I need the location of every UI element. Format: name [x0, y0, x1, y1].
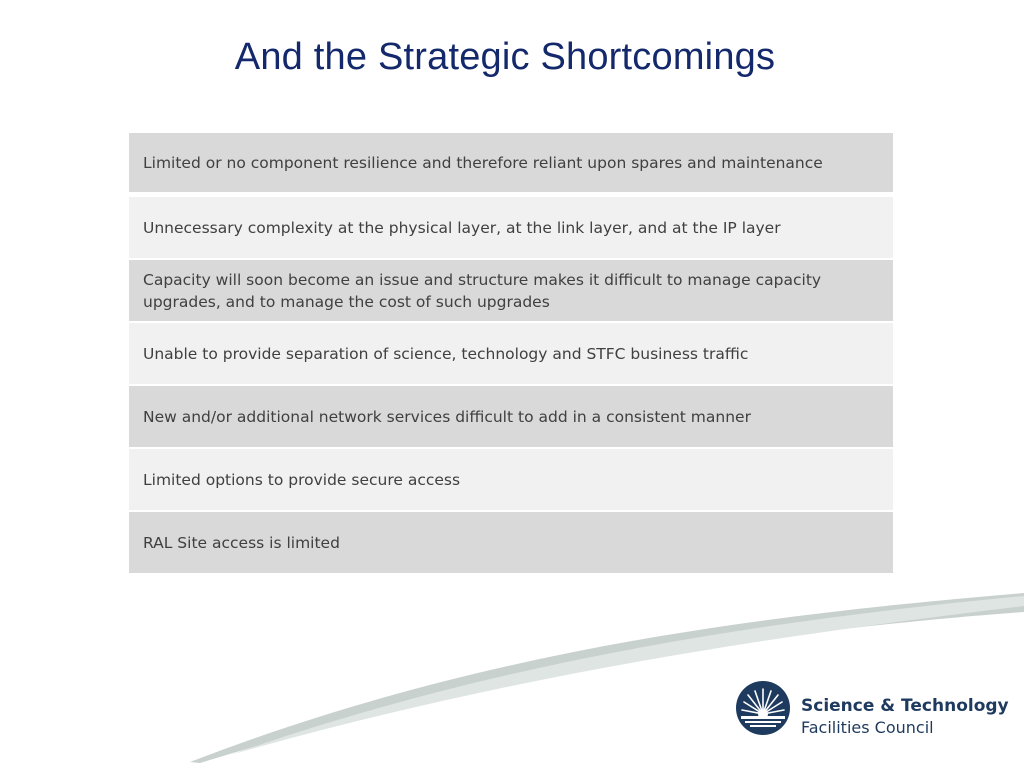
- shortcoming-row: Limited or no component resilience and therefore reliant upon spares and maintenance: [129, 133, 893, 197]
- slide-title: And the Strategic Shortcomings: [234, 36, 776, 78]
- logo-text-line2: Facilities Council: [801, 718, 934, 737]
- shortcoming-row: Capacity will soon become an issue and structure makes it difficult to manage capacity upgrades, and to manage the cost of such upgrades: [129, 260, 893, 323]
- logo-text-line1: Science & Technology: [801, 696, 1009, 716]
- shortcoming-row: New and/or additional network services difficult to add in a consistent manner: [129, 386, 893, 449]
- shortcoming-row: RAL Site access is limited: [129, 512, 893, 575]
- shortcoming-row: Limited options to provide secure access: [129, 449, 893, 512]
- shortcomings-table: [129, 133, 893, 575]
- shortcoming-row: Unable to provide separation of science, technology and STFC business traffic: [129, 323, 893, 386]
- shortcoming-row: Unnecessary complexity at the physical layer, at the link layer, and at the IP layer: [129, 197, 893, 260]
- sunburst-logo-icon: [735, 680, 791, 736]
- stfc-logo: [735, 680, 1009, 740]
